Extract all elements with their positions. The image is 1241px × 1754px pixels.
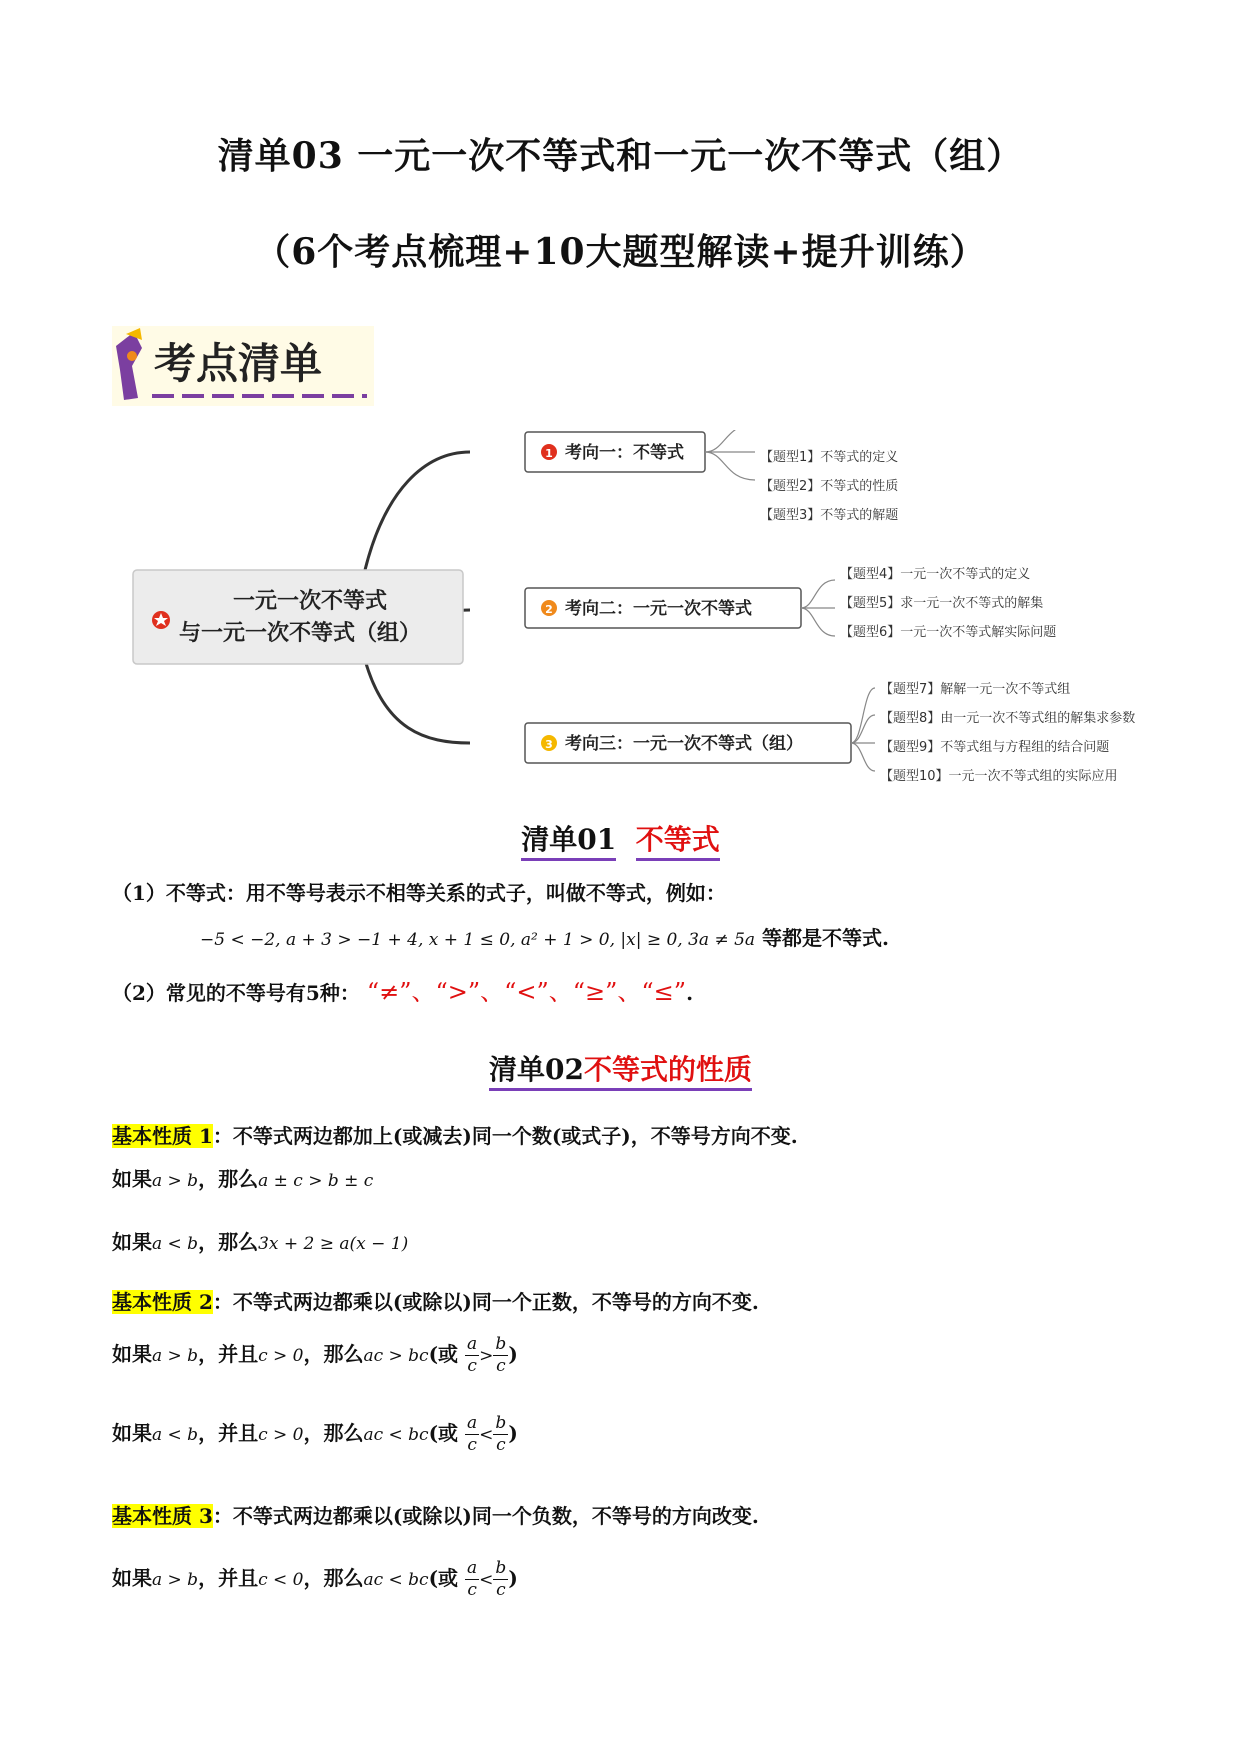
property-2: 基本性质 2：不等式两边都乘以(或除以)同一个正数，不等号的方向不变. [112, 1290, 759, 1314]
document-title: 清单03 一元一次不等式和一元一次不等式（组） [217, 135, 1024, 177]
leaf-item: 【题型5】求一元一次不等式的解集 [840, 596, 1044, 611]
mindmap-branch-3-label: 考向三：一元一次不等式（组） [565, 734, 803, 754]
leaf-item: 【题型7】解解一元一次不等式组 [880, 682, 1071, 697]
mindmap-branch-2-label: 考向二：一元一次不等式 [565, 599, 752, 619]
mindmap-center-line2: 与一元一次不等式（组） [178, 621, 422, 646]
svg-text:3: 3 [545, 738, 553, 751]
leaf-item: 【题型6】一元一次不等式解实际问题 [840, 625, 1057, 640]
property-1: 基本性质 1：不等式两边都加上(或减去)同一个数(或式子)，不等号方向不变. [112, 1124, 798, 1148]
mindmap-center-box [133, 570, 463, 664]
logo-text: 考点清单 [154, 339, 323, 388]
leaf-item: 【题型8】由一元一次不等式组的解集求参数 [880, 711, 1136, 726]
sec1-examples: −5 < −2, a + 3 > −1 + 4, x + 1 ≤ 0, a² + 1 > 0, |x| ≥ 0, 3a ≠ 5a 等都是不等式. [200, 926, 890, 950]
property-2-line-2: 如果a < b，并且c > 0，那么ac < bc(或 $\frac{a}{c}$ < $\frac{b}{c}$ ) [112, 1413, 518, 1455]
kaodian-qingdan-logo [112, 326, 374, 406]
section-02-title: 清单02不等式的性质 [0, 1048, 1241, 1088]
mindmap-branch-1-label: 考向一：不等式 [565, 443, 684, 463]
document-subtitle: （6个考点梳理+10大题型解读+提升训练） [254, 231, 987, 273]
property-3-line-1: 如果a > b，并且c < 0，那么ac < bc(或 $\frac{a}{c}$ < $\frac{b}{c}$ ) [112, 1558, 518, 1600]
property-1-line-1: 如果a > b，那么a ± c > b ± c [112, 1167, 374, 1191]
leaf-item: 【题型1】不等式的定义 [760, 450, 899, 465]
property-2-line-1: 如果a > b，并且c > 0，那么ac > bc(或 $\frac{a}{c}$ > $\frac{b}{c}$ ) [112, 1334, 518, 1376]
leaf-item: 【题型3】不等式的解题 [760, 508, 899, 523]
svg-text:1: 1 [545, 447, 553, 460]
sec1-para-1: （1）不等式：用不等号表示不相等关系的式子，叫做不等式，例如： [112, 881, 726, 905]
leaf-item: 【题型4】一元一次不等式的定义 [840, 567, 1031, 582]
leaf-item: 【题型2】不等式的性质 [760, 479, 899, 494]
sec1-para-2: （2）常见的不等号有5种： “≠”、“>”、“<”、“≥”、“≤”. [112, 978, 694, 1006]
section-01-title: 清单01 不等式 [0, 818, 1241, 858]
svg-text:2: 2 [545, 603, 553, 616]
mindmap-center-line1: 一元一次不等式 [232, 589, 388, 614]
property-1-line-2: 如果a < b，那么3x + 2 ≥ a(x − 1) [112, 1230, 409, 1254]
leaf-item: 【题型10】一元一次不等式组的实际应用 [880, 769, 1118, 784]
leaf-item: 【题型9】不等式组与方程组的结合问题 [880, 740, 1110, 755]
property-3: 基本性质 3：不等式两边都乘以(或除以)同一个负数，不等号的方向改变. [112, 1504, 759, 1528]
